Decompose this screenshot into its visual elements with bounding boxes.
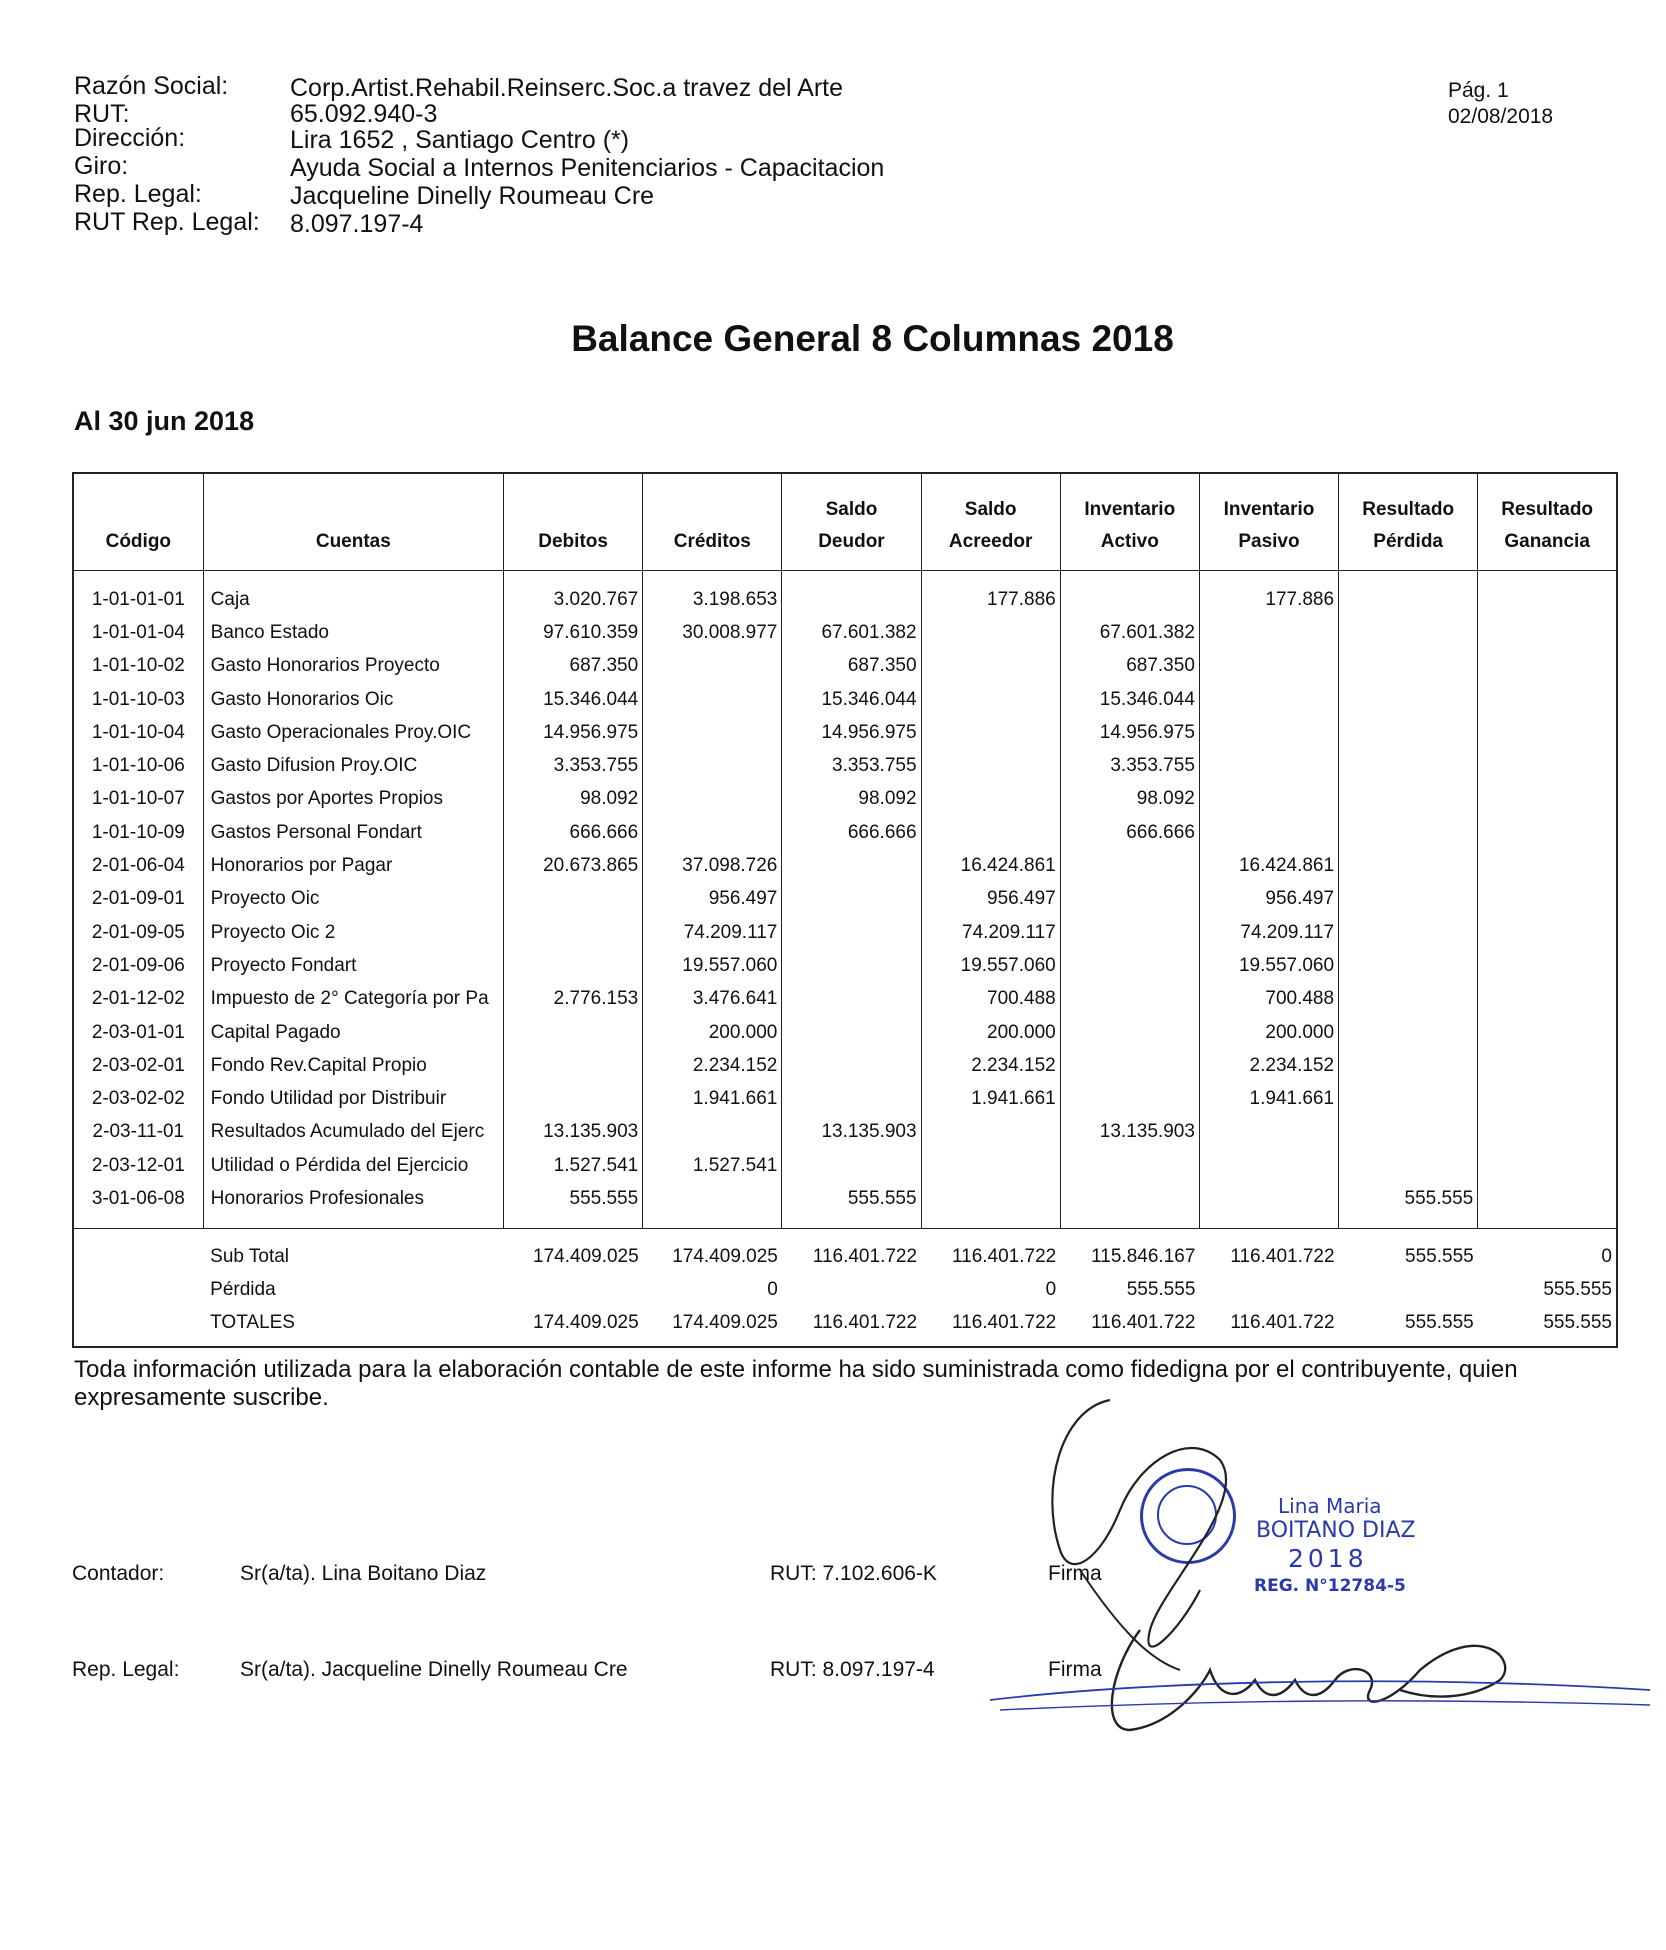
table-row bbox=[73, 683, 1617, 716]
amount-cell: 666.666 bbox=[1060, 816, 1199, 849]
amount-cell: 1.941.661 bbox=[1199, 1082, 1338, 1115]
amount-cell bbox=[643, 716, 782, 749]
amount-cell: 3.020.767 bbox=[504, 571, 643, 617]
rut-label: RUT: bbox=[74, 100, 130, 128]
totals-amount: 555.555 bbox=[1339, 1228, 1478, 1274]
amount-cell: 700.488 bbox=[1199, 983, 1338, 1016]
rep-legal-firma-label: Firma bbox=[1048, 1658, 1102, 1681]
totals-spacer bbox=[73, 1307, 203, 1347]
table-row bbox=[73, 1049, 1617, 1082]
account-code: 3-01-06-08 bbox=[73, 1182, 203, 1228]
totals-amount: 0 bbox=[767, 1279, 778, 1301]
amount-cell: 177.886 bbox=[1199, 571, 1338, 617]
amount-cell bbox=[1339, 650, 1478, 683]
amount-cell bbox=[782, 949, 921, 982]
column-header: Inventario Pasivo bbox=[1199, 473, 1338, 571]
amount-cell: 1.527.541 bbox=[643, 1149, 782, 1182]
account-code: 2-03-02-02 bbox=[73, 1082, 203, 1115]
balance-table bbox=[72, 472, 1618, 1348]
amount-cell bbox=[1060, 1016, 1199, 1049]
contador-name: Sr(a/ta). Lina Boitano Diaz bbox=[240, 1562, 487, 1585]
amount-cell: 1.941.661 bbox=[921, 1082, 1060, 1115]
amount-cell bbox=[1339, 1149, 1478, 1182]
amount-cell bbox=[1478, 716, 1617, 749]
amount-cell bbox=[1478, 1049, 1617, 1082]
amount-cell: 19.557.060 bbox=[643, 949, 782, 982]
account-code: 2-03-11-01 bbox=[73, 1116, 203, 1149]
amount-cell bbox=[504, 1049, 643, 1082]
totals-spacer bbox=[73, 1228, 203, 1274]
amount-cell bbox=[1478, 1149, 1617, 1182]
amount-cell: 98.092 bbox=[782, 783, 921, 816]
amount-cell: 177.886 bbox=[921, 571, 1060, 617]
totals-label: Pérdida bbox=[210, 1279, 276, 1301]
amount-cell bbox=[1478, 571, 1617, 617]
amount-cell bbox=[1199, 1182, 1338, 1228]
amount-cell: 19.557.060 bbox=[1199, 949, 1338, 982]
totals-amount: 115.846.167 bbox=[1060, 1228, 1199, 1274]
totals-spacer bbox=[73, 1274, 203, 1307]
amount-cell: 956.497 bbox=[921, 883, 1060, 916]
account-name: Honorarios por Pagar bbox=[203, 849, 503, 882]
totals-amount: 116.401.722 bbox=[951, 1312, 1057, 1334]
account-name: Proyecto Oic 2 bbox=[203, 916, 503, 949]
amount-cell bbox=[1478, 783, 1617, 816]
handwritten-signatures bbox=[960, 1370, 1660, 1790]
amount-cell bbox=[1478, 983, 1617, 1016]
amount-cell bbox=[1339, 816, 1478, 849]
amount-cell bbox=[1060, 571, 1199, 617]
table-row bbox=[73, 1149, 1617, 1182]
account-code: 2-01-09-05 bbox=[73, 916, 203, 949]
amount-cell bbox=[921, 683, 1060, 716]
amount-cell bbox=[1478, 849, 1617, 882]
rep-legal-rut: RUT: 8.097.197-4 bbox=[770, 1658, 935, 1681]
amount-cell: 74.209.117 bbox=[921, 916, 1060, 949]
totals-amount: 116.401.722 bbox=[782, 1228, 921, 1274]
contador-firma-label: Firma bbox=[1048, 1562, 1102, 1585]
amount-cell bbox=[921, 749, 1060, 782]
column-header: Resultado Pérdida bbox=[1339, 473, 1478, 571]
table-row bbox=[73, 1182, 1617, 1228]
column-header: Créditos bbox=[643, 473, 782, 571]
amount-cell bbox=[1060, 916, 1199, 949]
amount-cell: 15.346.044 bbox=[782, 683, 921, 716]
amount-cell bbox=[1060, 949, 1199, 982]
amount-cell bbox=[1339, 716, 1478, 749]
table-body bbox=[73, 571, 1617, 1347]
account-code: 2-03-01-01 bbox=[73, 1016, 203, 1049]
account-code: 1-01-10-09 bbox=[73, 816, 203, 849]
account-name: Fondo Utilidad por Distribuir bbox=[203, 1082, 503, 1115]
totals-amount: 116.401.722 bbox=[1199, 1228, 1338, 1274]
rep-legal-name: Sr(a/ta). Jacqueline Dinelly Roumeau Cre bbox=[240, 1658, 628, 1681]
amount-cell bbox=[921, 1182, 1060, 1228]
amount-cell bbox=[1478, 1016, 1617, 1049]
as-of-date: Al 30 jun 2018 bbox=[74, 406, 255, 436]
amount-cell bbox=[1339, 949, 1478, 982]
amount-cell: 67.601.382 bbox=[782, 616, 921, 649]
account-code: 1-01-10-03 bbox=[73, 683, 203, 716]
stamp-name-line2: BOITANO DIAZ bbox=[1256, 1518, 1416, 1543]
amount-cell bbox=[1339, 683, 1478, 716]
amount-cell: 20.673.865 bbox=[504, 849, 643, 882]
stamp-registration: REG. N°12784-5 bbox=[1254, 1576, 1406, 1596]
amount-cell bbox=[504, 949, 643, 982]
table-row bbox=[73, 949, 1617, 982]
account-name: Gasto Difusion Proy.OIC bbox=[203, 749, 503, 782]
amount-cell bbox=[643, 783, 782, 816]
amount-cell bbox=[782, 571, 921, 617]
amount-cell: 14.956.975 bbox=[504, 716, 643, 749]
amount-cell bbox=[1478, 916, 1617, 949]
account-code: 1-01-01-04 bbox=[73, 616, 203, 649]
amount-cell: 555.555 bbox=[782, 1182, 921, 1228]
amount-cell bbox=[1199, 683, 1338, 716]
business-value: Ayuda Social a Internos Penitenciarios - Capacitacion bbox=[290, 154, 885, 182]
amount-cell: 200.000 bbox=[643, 1016, 782, 1049]
amount-cell bbox=[782, 849, 921, 882]
amount-cell bbox=[1478, 1182, 1617, 1228]
legal-rep-rut-label: RUT Rep. Legal: bbox=[74, 208, 260, 236]
amount-cell bbox=[1339, 1049, 1478, 1082]
account-name: Utilidad o Pérdida del Ejercicio bbox=[203, 1149, 503, 1182]
amount-cell bbox=[1339, 1016, 1478, 1049]
totals-row bbox=[73, 1228, 1617, 1274]
account-code: 1-01-10-07 bbox=[73, 783, 203, 816]
business-label: Giro: bbox=[74, 152, 129, 180]
column-header: Saldo Acreedor bbox=[921, 473, 1060, 571]
legal-rep-value: Jacqueline Dinelly Roumeau Cre bbox=[290, 182, 655, 210]
amount-cell: 3.476.641 bbox=[643, 983, 782, 1016]
column-header: Inventario Activo bbox=[1060, 473, 1199, 571]
amount-cell bbox=[1060, 1149, 1199, 1182]
totals-label: Sub Total bbox=[203, 1228, 503, 1274]
column-header: Resultado Ganancia bbox=[1478, 473, 1617, 571]
amount-cell: 3.353.755 bbox=[1060, 749, 1199, 782]
account-name: Fondo Rev.Capital Propio bbox=[203, 1049, 503, 1082]
amount-cell bbox=[1478, 883, 1617, 916]
amount-cell: 74.209.117 bbox=[1199, 916, 1338, 949]
account-name: Gasto Honorarios Oic bbox=[203, 683, 503, 716]
table-row bbox=[73, 650, 1617, 683]
amount-cell bbox=[504, 916, 643, 949]
account-code: 1-01-10-04 bbox=[73, 716, 203, 749]
amount-cell: 687.350 bbox=[1060, 650, 1199, 683]
amount-cell: 74.209.117 bbox=[643, 916, 782, 949]
totals-amount: 555.555 bbox=[1543, 1312, 1612, 1334]
amount-cell bbox=[782, 883, 921, 916]
amount-cell bbox=[504, 1016, 643, 1049]
amount-cell bbox=[1060, 1049, 1199, 1082]
table-row bbox=[73, 916, 1617, 949]
amount-cell bbox=[1478, 683, 1617, 716]
account-name: Impuesto de 2° Categoría por Pa bbox=[203, 983, 503, 1016]
amount-cell bbox=[921, 1149, 1060, 1182]
account-name: Proyecto Fondart bbox=[203, 949, 503, 982]
account-name: Gasto Operacionales Proy.OIC bbox=[203, 716, 503, 749]
amount-cell: 16.424.861 bbox=[921, 849, 1060, 882]
amount-cell: 3.353.755 bbox=[504, 749, 643, 782]
amount-cell: 13.135.903 bbox=[782, 1116, 921, 1149]
totals-amount: 0 bbox=[1478, 1228, 1617, 1274]
amount-cell bbox=[1339, 783, 1478, 816]
totals-amount: 116.401.722 bbox=[1230, 1312, 1335, 1334]
amount-cell bbox=[643, 749, 782, 782]
totals-amount: 555.555 bbox=[1543, 1279, 1612, 1301]
amount-cell: 200.000 bbox=[1199, 1016, 1338, 1049]
totals-amount bbox=[1339, 1274, 1478, 1307]
account-code: 2-01-09-01 bbox=[73, 883, 203, 916]
column-header: Saldo Deudor bbox=[782, 473, 921, 571]
account-name: Gastos Personal Fondart bbox=[203, 816, 503, 849]
account-name: Caja bbox=[203, 571, 503, 617]
totals-amount: 116.401.722 bbox=[812, 1312, 918, 1334]
amount-cell bbox=[643, 683, 782, 716]
table-row bbox=[73, 849, 1617, 882]
account-name: Gasto Honorarios Proyecto bbox=[203, 650, 503, 683]
amount-cell: 37.098.726 bbox=[643, 849, 782, 882]
amount-cell bbox=[1199, 816, 1338, 849]
account-name: Proyecto Oic bbox=[203, 883, 503, 916]
amount-cell bbox=[921, 650, 1060, 683]
totals-amount: 0 bbox=[1045, 1279, 1057, 1301]
amount-cell bbox=[921, 716, 1060, 749]
amount-cell bbox=[504, 1082, 643, 1115]
account-name: Resultados Acumulado del Ejerc bbox=[203, 1116, 503, 1149]
amount-cell bbox=[1060, 883, 1199, 916]
amount-cell bbox=[643, 650, 782, 683]
account-code: 1-01-10-02 bbox=[73, 650, 203, 683]
rut-value: 65.092.940-3 bbox=[290, 100, 438, 128]
account-code: 2-03-02-01 bbox=[73, 1049, 203, 1082]
account-code: 2-01-12-02 bbox=[73, 983, 203, 1016]
amount-cell: 2.234.152 bbox=[643, 1049, 782, 1082]
stamp-name-line1: Lina Maria bbox=[1278, 1494, 1382, 1518]
contador-rut: RUT: 7.102.606-K bbox=[770, 1562, 937, 1585]
amount-cell bbox=[1478, 816, 1617, 849]
totals-amount: 174.409.025 bbox=[533, 1312, 639, 1334]
amount-cell bbox=[1478, 650, 1617, 683]
amount-cell: 700.488 bbox=[921, 983, 1060, 1016]
amount-cell: 2.234.152 bbox=[921, 1049, 1060, 1082]
amount-cell bbox=[1478, 949, 1617, 982]
amount-cell bbox=[921, 816, 1060, 849]
totals-amount bbox=[504, 1274, 643, 1307]
totals-amount: 555.555 bbox=[1405, 1312, 1474, 1334]
contador-role: Contador: bbox=[72, 1562, 165, 1585]
amount-cell: 1.941.661 bbox=[643, 1082, 782, 1115]
account-name: Honorarios Profesionales bbox=[203, 1182, 503, 1228]
amount-cell bbox=[782, 1016, 921, 1049]
totals-amount: 116.401.722 bbox=[921, 1228, 1060, 1274]
totals-amount bbox=[782, 1274, 921, 1307]
amount-cell: 666.666 bbox=[504, 816, 643, 849]
amount-cell: 687.350 bbox=[504, 650, 643, 683]
amount-cell: 1.527.541 bbox=[504, 1149, 643, 1182]
table-row bbox=[73, 983, 1617, 1016]
amount-cell bbox=[1339, 1116, 1478, 1149]
totals-amount: 116.401.722 bbox=[1091, 1312, 1196, 1334]
table-row bbox=[73, 1082, 1617, 1115]
amount-cell: 956.497 bbox=[1199, 883, 1338, 916]
totals-amount: 174.409.025 bbox=[504, 1228, 643, 1274]
amount-cell bbox=[1339, 849, 1478, 882]
stamp-year: 2018 bbox=[1288, 1544, 1368, 1573]
table-row bbox=[73, 716, 1617, 749]
company-name-label: Razón Social: bbox=[74, 72, 229, 100]
table-header-row bbox=[73, 473, 1617, 571]
address-label: Dirección: bbox=[74, 124, 186, 152]
amount-cell: 67.601.382 bbox=[1060, 616, 1199, 649]
account-name: Banco Estado bbox=[203, 616, 503, 649]
account-name: Capital Pagado bbox=[203, 1016, 503, 1049]
amount-cell bbox=[504, 883, 643, 916]
amount-cell bbox=[643, 816, 782, 849]
table-row bbox=[73, 883, 1617, 916]
amount-cell: 15.346.044 bbox=[504, 683, 643, 716]
amount-cell: 15.346.044 bbox=[1060, 683, 1199, 716]
account-code: 2-01-09-06 bbox=[73, 949, 203, 982]
amount-cell bbox=[1478, 749, 1617, 782]
table-row bbox=[73, 783, 1617, 816]
amount-cell bbox=[1339, 983, 1478, 1016]
account-code: 1-01-01-01 bbox=[73, 571, 203, 617]
amount-cell bbox=[1060, 983, 1199, 1016]
totals-amount: 555.555 bbox=[1126, 1279, 1196, 1301]
amount-cell: 14.956.975 bbox=[1060, 716, 1199, 749]
amount-cell bbox=[921, 1116, 1060, 1149]
company-name-value: Corp.Artist.Rehabil.Reinserc.Soc.a travez del Arte bbox=[290, 74, 844, 102]
amount-cell bbox=[1339, 616, 1478, 649]
amount-cell: 555.555 bbox=[1339, 1182, 1478, 1228]
table-row bbox=[73, 571, 1617, 617]
account-code: 2-01-06-04 bbox=[73, 849, 203, 882]
column-header: Debitos bbox=[504, 473, 643, 571]
column-header: Cuentas bbox=[203, 473, 503, 571]
totals-row bbox=[73, 1274, 1617, 1307]
disclaimer-text: Toda información utilizada para la elaboración contable de este informe ha sido suministrada como fidedigna por el contribuyente, quien expresamente suscribe. bbox=[74, 1356, 1518, 1411]
amount-cell bbox=[1478, 616, 1617, 649]
amount-cell: 956.497 bbox=[643, 883, 782, 916]
amount-cell bbox=[921, 616, 1060, 649]
amount-cell: 98.092 bbox=[1060, 783, 1199, 816]
amount-cell: 97.610.359 bbox=[504, 616, 643, 649]
legal-rep-label: Rep. Legal: bbox=[74, 180, 202, 208]
rep-legal-role: Rep. Legal: bbox=[72, 1658, 180, 1681]
amount-cell bbox=[1199, 783, 1338, 816]
amount-cell bbox=[1339, 749, 1478, 782]
amount-cell bbox=[921, 783, 1060, 816]
amount-cell bbox=[782, 983, 921, 1016]
amount-cell: 687.350 bbox=[782, 650, 921, 683]
amount-cell bbox=[1199, 716, 1338, 749]
amount-cell bbox=[782, 916, 921, 949]
amount-cell bbox=[1339, 571, 1478, 617]
table-row bbox=[73, 616, 1617, 649]
amount-cell bbox=[1478, 1082, 1617, 1115]
amount-cell bbox=[1478, 1116, 1617, 1149]
address-value: Lira 1652 , Santiago Centro (*) bbox=[290, 126, 630, 154]
amount-cell bbox=[1060, 1182, 1199, 1228]
page-number: Pág. 1 bbox=[1448, 79, 1509, 102]
amount-cell: 2.234.152 bbox=[1199, 1049, 1338, 1082]
amount-cell bbox=[1199, 749, 1338, 782]
report-title: Balance General 8 Columnas 2018 bbox=[571, 318, 1174, 359]
amount-cell: 3.353.755 bbox=[782, 749, 921, 782]
amount-cell bbox=[643, 1182, 782, 1228]
account-code: 2-03-12-01 bbox=[73, 1149, 203, 1182]
amount-cell bbox=[782, 1082, 921, 1115]
amount-cell: 3.198.653 bbox=[643, 571, 782, 617]
amount-cell bbox=[1060, 849, 1199, 882]
amount-cell: 16.424.861 bbox=[1199, 849, 1338, 882]
amount-cell: 200.000 bbox=[921, 1016, 1060, 1049]
amount-cell: 13.135.903 bbox=[1060, 1116, 1199, 1149]
column-header: Código bbox=[73, 473, 203, 571]
amount-cell: 555.555 bbox=[504, 1182, 643, 1228]
account-name: Gastos por Aportes Propios bbox=[203, 783, 503, 816]
totals-amount bbox=[1199, 1274, 1338, 1307]
amount-cell bbox=[643, 1116, 782, 1149]
amount-cell: 30.008.977 bbox=[643, 616, 782, 649]
account-code: 1-01-10-06 bbox=[73, 749, 203, 782]
totals-amount: 174.409.025 bbox=[672, 1312, 778, 1334]
amount-cell bbox=[1339, 916, 1478, 949]
amount-cell bbox=[1199, 1116, 1338, 1149]
amount-cell: 666.666 bbox=[782, 816, 921, 849]
amount-cell: 19.557.060 bbox=[921, 949, 1060, 982]
table-row bbox=[73, 816, 1617, 849]
amount-cell bbox=[1060, 1082, 1199, 1115]
table-row bbox=[73, 1116, 1617, 1149]
amount-cell: 98.092 bbox=[504, 783, 643, 816]
amount-cell bbox=[1199, 1149, 1338, 1182]
amount-cell bbox=[782, 1149, 921, 1182]
totals-row bbox=[73, 1307, 1617, 1347]
amount-cell bbox=[1199, 650, 1338, 683]
amount-cell: 13.135.903 bbox=[504, 1116, 643, 1149]
amount-cell bbox=[1339, 1082, 1478, 1115]
totals-label: TOTALES bbox=[210, 1312, 295, 1334]
amount-cell bbox=[782, 1049, 921, 1082]
amount-cell bbox=[1199, 616, 1338, 649]
amount-cell: 2.776.153 bbox=[504, 983, 643, 1016]
table-row bbox=[73, 1016, 1617, 1049]
table-row bbox=[73, 749, 1617, 782]
report-date: 02/08/2018 bbox=[1448, 105, 1554, 128]
amount-cell bbox=[1339, 883, 1478, 916]
amount-cell: 14.956.975 bbox=[782, 716, 921, 749]
legal-rep-rut-value: 8.097.197-4 bbox=[290, 210, 424, 238]
totals-amount: 174.409.025 bbox=[643, 1228, 782, 1274]
